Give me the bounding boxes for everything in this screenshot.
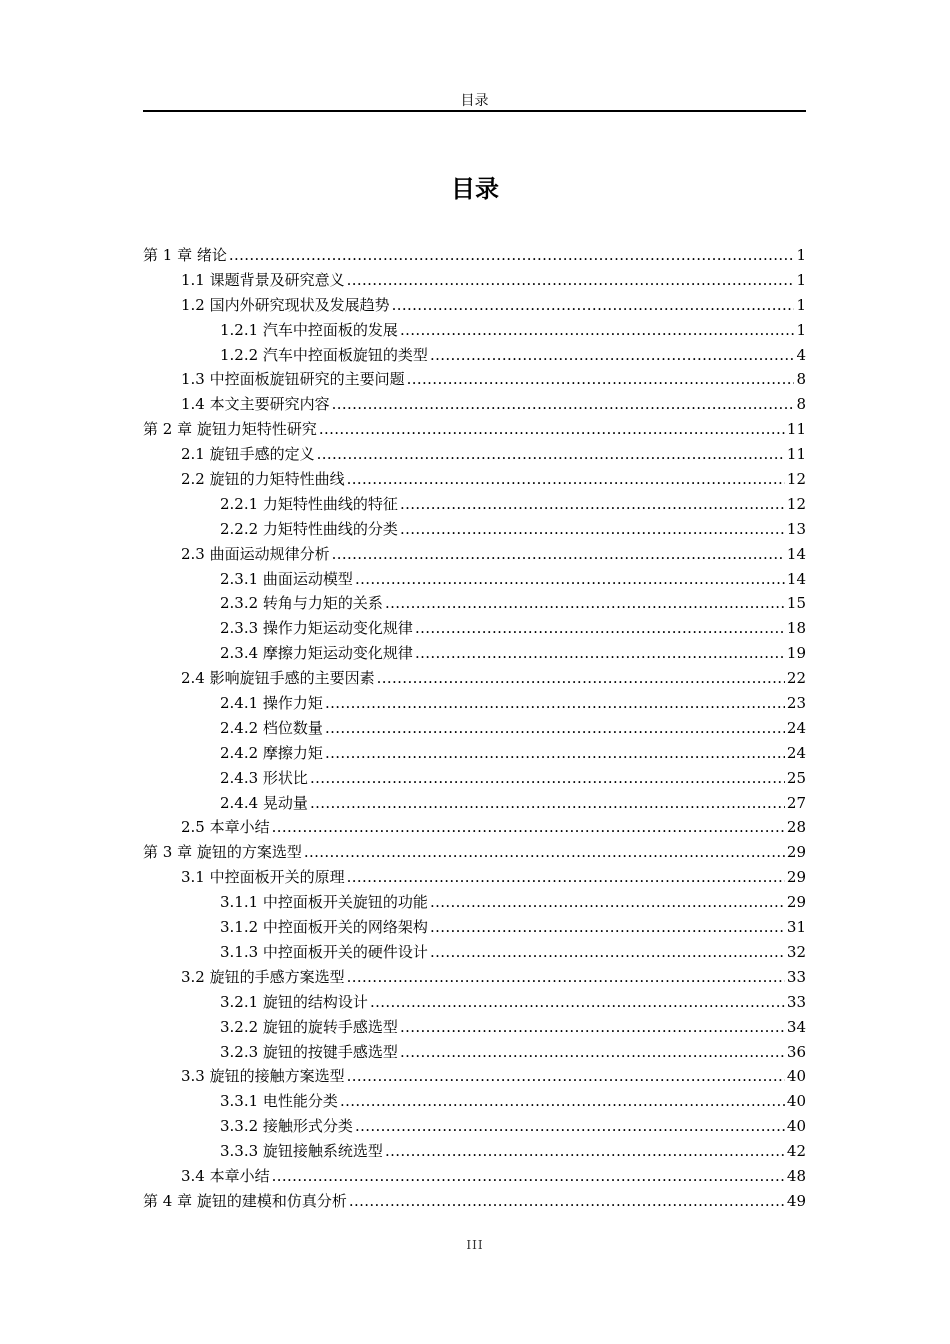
running-header: 目录	[460, 93, 489, 109]
toc-leader-dots	[400, 318, 795, 343]
toc-entry[interactable]	[143, 691, 806, 716]
toc-entry-page: 40	[786, 1117, 806, 1136]
toc-entry-page: 40	[786, 1067, 806, 1086]
toc-entry-label: 3.3.2 接触形式分类	[220, 1117, 353, 1136]
toc-leader-dots	[355, 1114, 785, 1139]
toc-entry-page: 29	[786, 868, 806, 887]
toc-entry-page: 19	[786, 644, 806, 663]
toc-entry-page: 49	[786, 1191, 806, 1210]
toc-entry-page: 1	[796, 295, 806, 314]
toc-entry[interactable]	[143, 890, 806, 915]
toc-leader-dots	[415, 616, 785, 641]
toc-entry-label: 3.2.3 旋钮的按键手感选型	[220, 1042, 398, 1061]
toc-entry-page: 48	[786, 1166, 806, 1185]
toc-entry-label: 2.4.2 档位数量	[220, 718, 323, 737]
page-number: III	[466, 1238, 484, 1252]
toc-entry-label: 2.2.1 力矩特性曲线的特征	[220, 494, 398, 513]
toc-leader-dots	[430, 343, 795, 368]
toc-leader-dots	[325, 741, 785, 766]
toc-entry-label: 1.4 本文主要研究内容	[181, 395, 330, 414]
toc-entry-page: 24	[786, 718, 806, 737]
toc-entry-label: 3.3.3 旋钮接触系统选型	[220, 1142, 383, 1161]
toc-leader-dots	[415, 641, 785, 666]
toc-entry[interactable]	[143, 1114, 806, 1139]
toc-entry[interactable]	[143, 741, 806, 766]
toc-entry-page: 34	[786, 1017, 806, 1036]
toc-leader-dots	[332, 542, 785, 567]
toc-entry-page: 8	[796, 370, 806, 389]
toc-entry[interactable]	[143, 1040, 806, 1065]
toc-entry-label: 1.2 国内外研究现状及发展趋势	[181, 295, 390, 314]
toc-entry-label: 2.3.2 转角与力矩的关系	[220, 594, 383, 613]
toc-entry[interactable]	[143, 965, 806, 990]
toc-entry[interactable]	[143, 791, 806, 816]
toc-leader-dots	[400, 1015, 785, 1040]
toc-entry[interactable]	[143, 318, 806, 343]
toc-entry[interactable]	[143, 1189, 806, 1214]
toc-entry-label: 3.2.2 旋钮的旋转手感选型	[220, 1017, 398, 1036]
toc-entry[interactable]	[143, 542, 806, 567]
toc-entry-page: 22	[786, 669, 806, 688]
toc-entry-page: 24	[786, 743, 806, 762]
toc-entry-page: 15	[786, 594, 806, 613]
toc-leader-dots	[430, 915, 785, 940]
toc-entry-label: 3.4 本章小结	[181, 1166, 270, 1185]
toc-entry[interactable]	[143, 392, 806, 417]
toc-entry-label: 2.5 本章小结	[181, 818, 270, 837]
toc-entry[interactable]	[143, 716, 806, 741]
toc-entry-label: 3.1.3 中控面板开关的硬件设计	[220, 942, 428, 961]
toc-entry-label: 2.4.1 操作力矩	[220, 694, 323, 713]
toc-entry-page: 12	[786, 494, 806, 513]
page-title: 目录	[451, 175, 499, 203]
toc-leader-dots	[407, 367, 795, 392]
toc-entry-label: 3.3 旋钮的接触方案选型	[181, 1067, 345, 1086]
toc-entry[interactable]	[143, 641, 806, 666]
toc-entry-label: 2.3.1 曲面运动模型	[220, 569, 353, 588]
toc-entry-label: 2.3.3 操作力矩运动变化规律	[220, 619, 413, 638]
toc-entry[interactable]	[143, 343, 806, 368]
toc-entry-label: 2.4 影响旋钮手感的主要因素	[181, 669, 375, 688]
toc-entry-label: 第 3 章 旋钮的方案选型	[143, 843, 302, 862]
toc-entry-page: 11	[786, 445, 806, 464]
toc-entry-label: 3.2.1 旋钮的结构设计	[220, 992, 368, 1011]
toc-leader-dots	[340, 1089, 785, 1114]
toc-leader-dots	[272, 815, 785, 840]
toc-leader-dots	[347, 865, 785, 890]
toc-entry-label: 3.1 中控面板开关的原理	[181, 868, 345, 887]
toc-leader-dots	[400, 517, 785, 542]
table-of-contents	[143, 243, 806, 1214]
toc-entry-page: 4	[796, 345, 806, 364]
toc-entry[interactable]	[143, 367, 806, 392]
toc-entry-label: 1.1 课题背景及研究意义	[181, 270, 345, 289]
toc-leader-dots	[310, 766, 785, 791]
toc-leader-dots	[332, 392, 795, 417]
toc-entry-label: 2.4.3 形状比	[220, 768, 308, 787]
toc-entry[interactable]	[143, 1089, 806, 1114]
toc-entry-page: 40	[786, 1092, 806, 1111]
toc-entry-page: 18	[786, 619, 806, 638]
toc-entry-page: 27	[786, 793, 806, 812]
toc-entry[interactable]	[143, 467, 806, 492]
toc-entry-label: 1.3 中控面板旋钮研究的主要问题	[181, 370, 405, 389]
toc-entry-label: 1.2.2 汽车中控面板旋钮的类型	[220, 345, 428, 364]
toc-entry-page: 33	[786, 967, 806, 986]
toc-entry[interactable]	[143, 815, 806, 840]
toc-entry-page: 29	[786, 893, 806, 912]
toc-entry-label: 3.3.1 电性能分类	[220, 1092, 338, 1111]
toc-entry-page: 23	[786, 694, 806, 713]
toc-leader-dots	[325, 691, 785, 716]
toc-entry-page: 28	[786, 818, 806, 837]
toc-entry-page: 12	[786, 470, 806, 489]
toc-entry[interactable]	[143, 567, 806, 592]
toc-leader-dots	[400, 492, 785, 517]
toc-entry[interactable]	[143, 1015, 806, 1040]
toc-leader-dots	[385, 1139, 785, 1164]
toc-entry-label: 2.2.2 力矩特性曲线的分类	[220, 519, 398, 538]
toc-entry-page: 36	[786, 1042, 806, 1061]
toc-entry[interactable]	[143, 243, 806, 268]
toc-entry[interactable]	[143, 766, 806, 791]
toc-leader-dots	[370, 990, 785, 1015]
toc-entry[interactable]	[143, 293, 806, 318]
toc-leader-dots	[392, 293, 795, 318]
toc-entry[interactable]	[143, 940, 806, 965]
toc-entry-label: 2.3.4 摩擦力矩运动变化规律	[220, 644, 413, 663]
toc-entry[interactable]	[143, 517, 806, 542]
toc-entry[interactable]	[143, 591, 806, 616]
toc-entry-page: 14	[786, 569, 806, 588]
toc-entry[interactable]	[143, 616, 806, 641]
toc-entry-page: 1	[796, 270, 806, 289]
toc-leader-dots	[319, 417, 785, 442]
toc-leader-dots	[272, 1164, 785, 1189]
toc-entry-page: 42	[786, 1142, 806, 1161]
toc-leader-dots	[347, 965, 785, 990]
toc-leader-dots	[347, 268, 795, 293]
toc-entry-page: 14	[786, 544, 806, 563]
toc-entry[interactable]	[143, 417, 806, 442]
toc-entry-label: 第 4 章 旋钮的建模和仿真分析	[143, 1191, 347, 1210]
toc-entry-page: 11	[786, 420, 806, 439]
toc-entry-page: 13	[786, 519, 806, 538]
toc-entry[interactable]	[143, 915, 806, 940]
toc-entry[interactable]	[143, 1064, 806, 1089]
toc-entry-page: 1	[796, 246, 806, 264]
toc-entry-page: 32	[786, 942, 806, 961]
toc-leader-dots	[355, 567, 785, 592]
toc-leader-dots	[317, 442, 785, 467]
toc-entry[interactable]	[143, 666, 806, 691]
toc-leader-dots	[385, 591, 785, 616]
toc-entry-page: 25	[786, 768, 806, 787]
toc-entry-label: 2.1 旋钮手感的定义	[181, 445, 315, 464]
toc-leader-dots	[347, 467, 785, 492]
toc-leader-dots	[400, 1040, 785, 1065]
toc-entry-label: 3.1.1 中控面板开关旋钮的功能	[220, 893, 428, 912]
toc-entry-page: 8	[796, 395, 806, 414]
toc-entry-page: 33	[786, 992, 806, 1011]
toc-leader-dots	[349, 1189, 785, 1214]
header-rule	[143, 110, 806, 112]
toc-leader-dots	[430, 940, 785, 965]
toc-entry-label: 第 2 章 旋钮力矩特性研究	[143, 420, 317, 439]
toc-entry[interactable]	[143, 1139, 806, 1164]
toc-leader-dots	[325, 716, 785, 741]
toc-leader-dots	[304, 840, 785, 865]
toc-leader-dots	[310, 791, 785, 816]
toc-leader-dots	[430, 890, 785, 915]
toc-entry-label: 2.3 曲面运动规律分析	[181, 544, 330, 563]
toc-entry-page: 31	[786, 918, 806, 937]
toc-entry-label: 第 1 章 绪论	[143, 246, 227, 264]
toc-entry-label: 3.2 旋钮的手感方案选型	[181, 967, 345, 986]
toc-entry[interactable]	[143, 865, 806, 890]
toc-entry[interactable]	[143, 1164, 806, 1189]
toc-leader-dots	[377, 666, 785, 691]
toc-entry[interactable]	[143, 492, 806, 517]
toc-entry[interactable]	[143, 840, 806, 865]
toc-entry-label: 2.4.4 晃动量	[220, 793, 308, 812]
toc-entry[interactable]	[143, 990, 806, 1015]
toc-entry-page: 1	[796, 320, 806, 339]
toc-entry-label: 1.2.1 汽车中控面板的发展	[220, 320, 398, 339]
toc-leader-dots	[229, 243, 795, 268]
toc-entry[interactable]	[143, 268, 806, 293]
toc-entry-label: 2.2 旋钮的力矩特性曲线	[181, 470, 345, 489]
toc-entry-page: 29	[786, 843, 806, 862]
toc-entry-label: 2.4.2 摩擦力矩	[220, 743, 323, 762]
toc-leader-dots	[347, 1064, 785, 1089]
toc-entry-label: 3.1.2 中控面板开关的网络架构	[220, 918, 428, 937]
toc-entry[interactable]	[143, 442, 806, 467]
